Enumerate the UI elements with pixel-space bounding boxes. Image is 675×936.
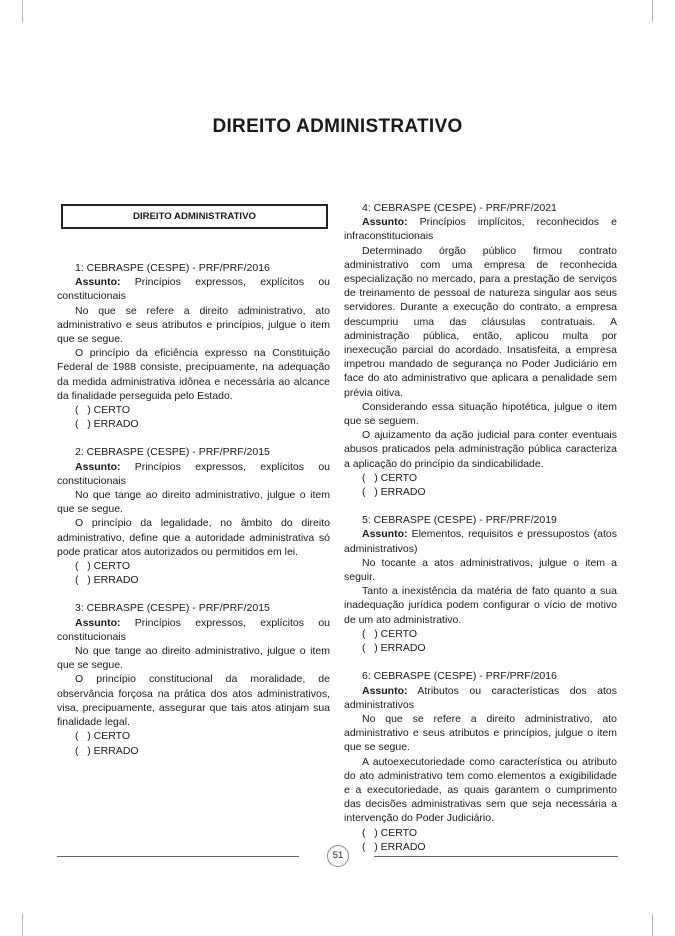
subject-label: Assunto:: [362, 216, 408, 229]
subject-text: Princípios expressos, explícitos ou constitucionais: [57, 460, 330, 487]
question-1: [57, 261, 330, 431]
option-certo[interactable]: ( ) CERTO: [75, 404, 131, 417]
question-paragraph: O princípio da eficiência expresso na Constituição Federal de 1988 consiste, precipuamente, na adequação da medida administrativa idônea e necessária ao alcance da finalidade perseguida pelo Estado.: [57, 347, 330, 402]
option-certo[interactable]: ( ) CERTO: [362, 826, 418, 839]
footer-rule-right: [374, 856, 618, 857]
question-2: [57, 445, 330, 587]
crop-mark: [22, 914, 23, 936]
question-subject: [344, 215, 617, 243]
option-errado[interactable]: ( ) ERRADO: [75, 744, 139, 757]
question-5: [344, 513, 617, 655]
option-errado[interactable]: ( ) ERRADO: [75, 574, 139, 587]
subject-text: Princípios implícitos, reconhecidos e infraconstitucionais: [344, 216, 617, 243]
option-errado[interactable]: ( ) ERRADO: [362, 840, 426, 853]
option-certo[interactable]: ( ) CERTO: [362, 471, 418, 484]
question-paragraph: A autoexecutoriedade como característica ou atributo do ato administrativo tem como elementos a exigibilidade e a executoriedade, as quais garantem o cumprimento das decisões administrativas sem que seja necessária a intervenção do Poder Judiciário.: [344, 755, 617, 825]
question-subject: [57, 275, 330, 303]
option-certo[interactable]: ( ) CERTO: [75, 730, 131, 743]
option-errado[interactable]: ( ) ERRADO: [362, 642, 426, 655]
option-certo[interactable]: ( ) CERTO: [362, 627, 418, 640]
question-paragraph: O ajuizamento da ação judicial para conter eventuais abusos praticados pela administração pública caracteriza a aplicação do princípio da sindicabilidade.: [344, 429, 617, 470]
question-paragraph: Considerando essa situação hipotética, julgue o item que se seguem.: [344, 400, 617, 428]
subject-text: Atributos ou características dos atos administrativos: [344, 684, 617, 711]
question-paragraph: O princípio constitucional da moralidade, de observância forçosa na prática dos atos administrativos, visa, precipuamente, assegurar que tais atos atinjam sua finalidade legal.: [57, 673, 330, 729]
question-header: 3: CEBRASPE (CESPE) - PRF/PRF/2015: [75, 602, 270, 615]
option-certo[interactable]: ( ) CERTO: [75, 560, 131, 573]
question-paragraph: No tocante a atos administrativos, julgue o item a seguir.: [344, 556, 617, 584]
subject-label: Assunto:: [75, 616, 121, 629]
subject-label: Assunto:: [362, 684, 408, 697]
page-title: DIREITO ADMINISTRATIVO: [212, 116, 463, 137]
page-number: 51: [327, 845, 349, 867]
question-paragraph: Determinado órgão público firmou contrato administrativo com uma empresa de reconhecida especialização no mercado, para a prestação de serviços de treinamento de pessoal de natureza singular aos seus servidores. Durante a execução do contrato, a empresa descumpriu uma das cláusulas contratuais. A administração pública, então, aplicou multa por inexecução parcial do acordado. Insatisfeita, a empresa impetrou mandado de segurança no Poder Judiciário em face do ato administrativo que aplicara a penalidade sem prévia oitiva.: [344, 244, 617, 399]
question-header: 4: CEBRASPE (CESPE) - PRF/PRF/2021: [362, 202, 557, 214]
question-paragraph: Tanto a inexistência da matéria de fato quanto a sua inadequação jurídica podem configurar o vício de motivo de um ato administrativo.: [344, 585, 617, 626]
crop-mark: [22, 0, 23, 22]
subject-text: Princípios expressos, explícitos ou constitucionais: [57, 276, 330, 303]
question-4: [344, 201, 617, 499]
question-subject: [57, 616, 330, 644]
subject-label: Assunto:: [75, 276, 121, 289]
crop-mark: [652, 914, 653, 936]
question-paragraph: No que tange ao direito administrativo, julgue o item que se segue.: [57, 645, 330, 672]
question-subject: [344, 527, 617, 555]
option-errado[interactable]: ( ) ERRADO: [362, 486, 426, 499]
left-column: [57, 204, 330, 772]
question-subject: [57, 460, 330, 488]
subject-label: Assunto:: [362, 528, 408, 541]
question-6: [344, 669, 617, 854]
subject-text: Princípios expressos, explícitos ou constitucionais: [57, 616, 330, 643]
option-errado[interactable]: ( ) ERRADO: [75, 418, 139, 431]
question-header: 5: CEBRASPE (CESPE) - PRF/PRF/2019: [362, 514, 557, 527]
subject-label: Assunto:: [75, 460, 121, 473]
section-box: DIREITO ADMINISTRATIVO: [61, 204, 328, 229]
question-paragraph: O princípio da legalidade, no âmbito do direito administrativo, define que a autoridade administrativa só pode praticar atos autorizados ou permitidos em lei.: [57, 517, 330, 558]
crop-mark: [652, 0, 653, 22]
question-paragraph: No que se refere a direito administrativo, ato administrativo e seus atributos e princípios, julgue o item que se segue.: [57, 304, 330, 346]
question-3: [57, 601, 330, 757]
subject-text: Elementos, requisitos e pressupostos (atos administrativos): [344, 528, 617, 555]
question-subject: [344, 684, 617, 712]
question-header: 2: CEBRASPE (CESPE) - PRF/PRF/2015: [75, 446, 270, 459]
right-column: [344, 201, 617, 868]
question-header: 1: CEBRASPE (CESPE) - PRF/PRF/2016: [75, 262, 270, 274]
question-paragraph: No que se refere a direito administrativo, ato administrativo e seus atributos e princípios, julgue o item que se segue.: [344, 712, 617, 754]
footer-rule-left: [57, 856, 299, 857]
question-paragraph: No que tange ao direito administrativo, julgue o item que se segue.: [57, 489, 330, 516]
question-header: 6: CEBRASPE (CESPE) - PRF/PRF/2016: [362, 670, 557, 683]
